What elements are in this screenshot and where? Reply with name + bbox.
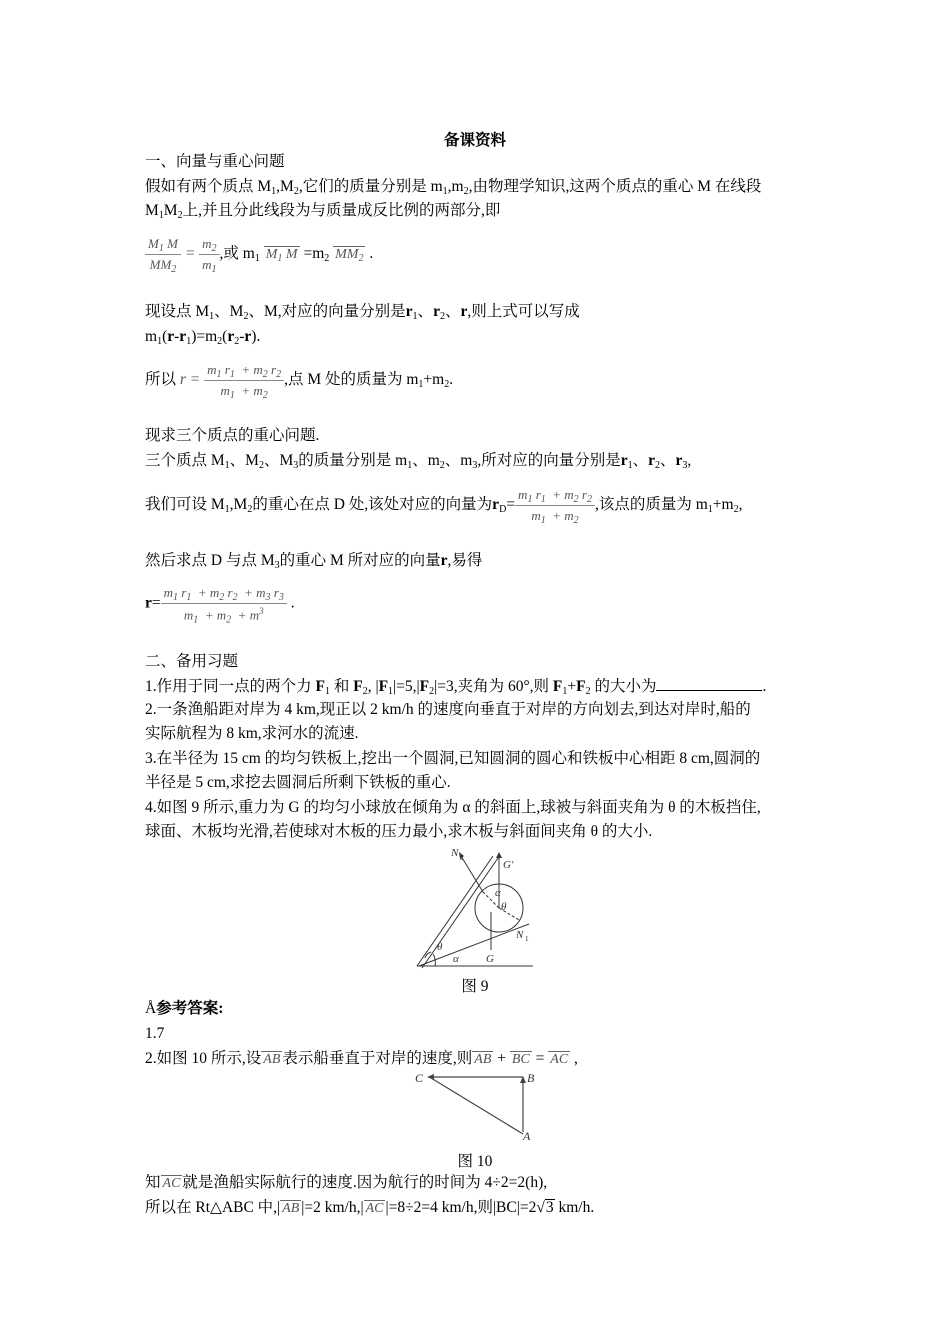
vector-ac: AC xyxy=(365,1201,384,1216)
answer-2: 2.如图 10 所示,设 AB 表示船垂直于对岸的速度,则 AB + BC = AC , xyxy=(145,1050,578,1067)
vector-ab: AB xyxy=(474,1052,492,1067)
exercise-2-line-1: 2.一条渔船距对岸为 4 km,现正以 2 km/h 的速度向垂直于对岸的方向划去,到达对岸时,船的 xyxy=(145,701,751,718)
exercise-2-line-2: 实际航程为 8 km,求河水的流速. xyxy=(145,725,359,742)
label-theta-right: θ xyxy=(501,901,507,913)
paragraph-1: 假如有两个质点 $M_1,M_2$,它们的质量分别是 $m_1,m_2$,由物理学知识,这两个质点的重心 M 在线段 xyxy=(145,178,762,197)
paragraph-7: 然后求点 D 与点 $M_3$的重心 M 所对应的向量r,易得 xyxy=(145,552,483,571)
figure-9-caption: 图 9 xyxy=(461,978,489,995)
label-n2: N xyxy=(451,847,459,859)
vector-ab: AB xyxy=(282,1201,300,1216)
answer-blank xyxy=(656,676,762,691)
paragraph-4: 现求三个质点的重心问题. xyxy=(145,427,320,444)
answer-1: 1.7 xyxy=(145,1025,165,1042)
equation-4: r= $\frac{m_1 r_1 + m_2 r_2 + m_3 r_3}{m_1 + m_2 + m^3}$ . xyxy=(145,585,295,626)
vector-mm2: $MM_2$ xyxy=(335,247,364,265)
label-n1: N xyxy=(516,929,524,941)
label-b: B xyxy=(527,1071,535,1085)
equation-1: $\frac{M_1 M}{MM_2}$ = $\frac{m_2}{m_1}$ ,或 $m_1$ $M_1$ $M =m_2$ $MM_2$ . xyxy=(145,236,373,273)
fraction-m2-over-m1: $\frac{m_2}{m_1}$ xyxy=(199,236,219,273)
exercise-3-line-2: 半径是 5 cm,求挖去圆洞后所剩下铁板的重心. xyxy=(145,774,451,791)
sqrt-3: 3 xyxy=(545,1199,554,1216)
vector-m1m: $M_1$ M xyxy=(265,247,298,265)
answer-2-cont: 知 AC 就是渔船实际航行的速度.因为航行的时间为 4÷2=2(h), xyxy=(145,1174,548,1191)
exercise-1: 1.作用于同一点的两个力 $F_1$ 和 $F_2$, $|F_1|=5,|F_2|=3$,夹角为 60°,则 $F_1+F_2$ 的大小为 . xyxy=(145,678,767,697)
label-a: A xyxy=(523,1129,531,1143)
answers-mark: Å xyxy=(145,1000,157,1017)
label-theta-left: θ xyxy=(437,941,443,953)
figure-10-caption: 图 10 xyxy=(457,1153,493,1170)
label-c: C xyxy=(415,1071,424,1085)
label-n2-subscript: 2 xyxy=(460,854,464,862)
exercise-4-line-2: 球面、木板均光滑,若使球对木板的压力最小,求木板与斜面间夹角 θ 的大小. xyxy=(145,823,653,840)
answers-heading: Å参考答案: xyxy=(145,1000,224,1017)
figure-10-diagram xyxy=(413,1066,539,1146)
label-g: G xyxy=(486,953,494,965)
label-n1-subscript: 1 xyxy=(525,935,529,943)
vector-bc: BC xyxy=(511,1052,530,1067)
section-1-heading: 一、向量与重心问题 xyxy=(145,153,285,170)
exercise-4-line-1: 4.如图 9 所示,重力为 G 的均匀小球放在倾角为 α 的斜面上,球被与斜面夹角为 θ 的木板挡住, xyxy=(145,799,761,816)
vector-ac: AC xyxy=(550,1052,569,1067)
paragraph-5: 三个质点 $M_1$、$M_2$、$M_3$的质量分别是 $m_1$、$m_2$、$m_3$,所对应的向量分别是$r_1$、$r_2$、$r_3$, xyxy=(145,452,692,471)
paragraph-6: 我们可设 $M_1,M_2$的重心在点 D 处,该处对应的向量为$r_D=$ $\frac{m_1 r_1 + m_2 r_2}{m_1 + m_2}$ ,该点的质量为 $m_1+m_2$, xyxy=(145,487,743,526)
paragraph-2: 现设点 $M_1$、$M_2$、M,对应的向量分别是$r_1$、$r_2$、r,则上式可以写成 xyxy=(145,303,580,322)
fraction-m1m-over-mm2: $\frac{M_1 M}{MM_2}$ xyxy=(145,236,181,273)
vector-ab: AB xyxy=(263,1052,281,1067)
figure-9-diagram xyxy=(415,842,537,970)
label-alpha-top: α xyxy=(495,887,501,899)
exercise-3-line-1: 3.在半径为 15 cm 的均匀铁板上,挖出一个圆洞,已知圆洞的圆心和铁板中心相距 8 cm,圆洞的 xyxy=(145,750,761,767)
page-title: 备课资料 xyxy=(443,132,506,149)
equation-3: 所以 r = $\frac{m_1 r_1 + m_2 r_2}{m_1 + m_2}$ ,点 M 处的质量为 $m_1+m_2$. xyxy=(145,362,454,401)
section-2-heading: 二、备用习题 xyxy=(145,653,239,670)
fraction-rd: $\frac{m_1 r_1 + m_2 r_2}{m_1 + m_2}$ xyxy=(515,487,595,524)
label-alpha-bottom: α xyxy=(453,953,459,965)
vector-ac: AC xyxy=(162,1176,181,1191)
fraction-r-two-points: $\frac{m_1 r_1 + m_2 r_2}{m_1 + m_2}$ xyxy=(204,362,284,399)
answer-2-cont-2: 所以在 Rt△ABC 中,| AB |=2 km/h,| AC |=8÷2=4 km/h,则|BC|=2√3 km/h. xyxy=(145,1199,595,1216)
equation-2: $m_1(r-r_1)=m_2(r_2-r)$. xyxy=(145,328,261,347)
paragraph-1-cont: $M_1M_2$上,并且分此线段为与质量成反比例的两部分,即 xyxy=(145,202,501,221)
fraction-r-three-points: $\frac{m_1 r_1 + m_2 r_2 + m_3 r_3}{m_1 + m_2 + m^3}$ xyxy=(161,585,287,623)
label-g-prime: G′ xyxy=(503,859,514,871)
